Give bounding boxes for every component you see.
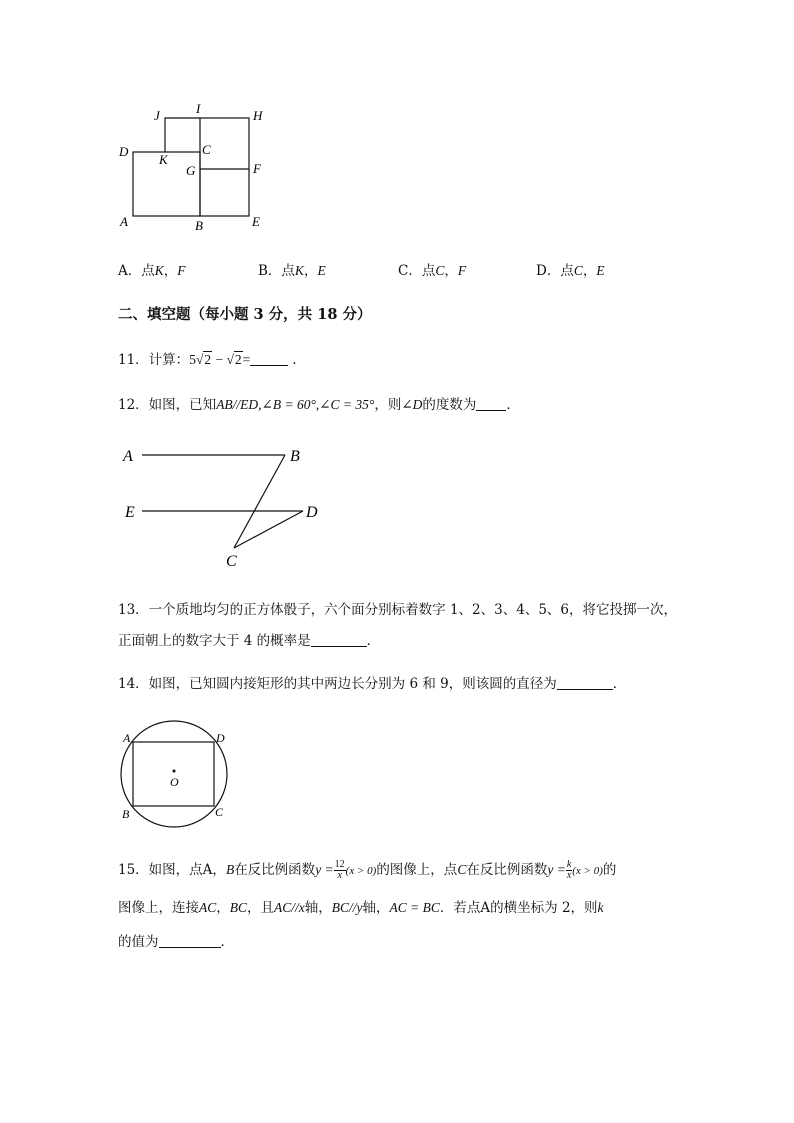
label-h: H (253, 108, 263, 123)
label-o: O (170, 775, 179, 789)
q15-line2c: 轴， (304, 900, 332, 916)
option-a[interactable]: A．点K，F (118, 263, 186, 279)
q15-ac: AC (199, 900, 217, 915)
q15-ac-parallel-x: AC//x (274, 900, 305, 915)
option-d[interactable]: D．点C，E (536, 263, 605, 279)
q11-answer-blank[interactable] (250, 351, 288, 366)
question-15-line1 (118, 860, 616, 881)
option-c-v2: F (457, 263, 467, 278)
label-d: D (119, 144, 129, 159)
q15-fraction-2: $\frac{k}{x}$ (566, 859, 572, 881)
option-c-prefix: C．点 (398, 263, 436, 279)
q15-y1: y = (315, 862, 334, 877)
label-i: I (196, 101, 201, 116)
q15-fraction-1: $\frac{12}{x}$ (334, 859, 345, 881)
segment-kj (165, 118, 200, 152)
circle-o (121, 721, 227, 827)
label-d: D (306, 504, 318, 521)
option-c-v1: C (435, 263, 445, 278)
label-c: C (215, 805, 224, 819)
q15-b: B (225, 862, 235, 877)
q15-cond2: (x > 0) (572, 865, 603, 877)
q15-k: k (597, 900, 604, 915)
q15-bc: BC (229, 900, 248, 915)
q15-answer-blank[interactable] (159, 933, 221, 948)
label-b: B (195, 218, 203, 233)
q12-suffix: 的度数为 (422, 397, 477, 413)
q15-ac-eq-bc: AC = BC (389, 900, 440, 915)
q12-angle: D (412, 397, 423, 412)
figure-circle-rectangle (115, 718, 235, 828)
label-e: E (252, 214, 260, 229)
label-a: A (123, 448, 133, 465)
label-b: B (122, 807, 130, 821)
label-b: B (290, 448, 300, 465)
option-a-prefix: A．点 (118, 263, 155, 279)
q11-prefix: 11．计算： (118, 352, 190, 368)
option-d-v2: E (596, 263, 605, 278)
option-b-v2: E (317, 263, 326, 278)
option-d-v1: C (573, 263, 583, 278)
label-f: F (253, 161, 261, 176)
q15-line2d: 轴， (362, 900, 390, 916)
option-a-v1: K (154, 263, 164, 278)
label-d: D (216, 731, 225, 745)
question-13-line1: 13．一个质地均匀的正方体骰子，六个面分别标着数字 1、2、3、4、5、6，将它投掷一次， (118, 602, 678, 618)
q15-p3: 的图像上，点 (376, 862, 458, 878)
q12-answer-blank[interactable] (476, 396, 506, 411)
q13-answer-blank[interactable] (311, 632, 367, 647)
q11-expression: 5√2 − √2= (189, 352, 251, 367)
q14-answer-blank[interactable] (557, 675, 613, 690)
figure-parallel-lines (115, 440, 335, 575)
q12-mid: ，则∠ (374, 397, 413, 413)
q15-line2a: 图像上，连接 (118, 900, 199, 916)
q12-condition: AB//ED,∠B = 60°,∠C = 35° (216, 397, 375, 412)
label-k: K (159, 152, 168, 167)
center-point (173, 770, 176, 773)
q15-y2: y = (547, 862, 566, 877)
question-15-line3: 的值为 ． (118, 934, 234, 950)
q15-p2: 在反比例函数 (234, 862, 316, 878)
q15-c: C (457, 862, 467, 877)
label-a: A (123, 731, 131, 745)
label-a: A (120, 214, 128, 229)
q15-line2e: ．若点A的横坐标为 2，则 (439, 900, 598, 916)
label-c: C (202, 142, 211, 157)
q15-line2b: ，且 (247, 900, 275, 916)
option-a-v2: F (177, 263, 186, 278)
question-11: 11．计算：5√2 − √2= . (118, 352, 297, 368)
option-b-v1: K (294, 263, 304, 278)
question-14: 14．如图，已知圆内接矩形的其中两边长分别为 6 和 9，则该圆的直径为 ． (118, 676, 627, 692)
question-12: 12．如图，已知AB//ED,∠B = 60°,∠C = 35°，则∠D的度数为 ． (118, 397, 520, 413)
q15-p5: 的 (602, 862, 617, 878)
q13-line2-text: 正面朝上的数字大于 4 的概率是 (118, 633, 311, 649)
q15-bc-parallel-y: BC//y (331, 900, 363, 915)
q15-cond1: (x > 0) (345, 865, 377, 877)
question-15-line2: 图像上，连接AC，BC，且AC//x轴，BC//y轴，AC = BC．若点A的横坐标为 2，则k (118, 900, 604, 916)
q15-p1: 15．如图，点A， (118, 862, 226, 878)
rectangle-ihe (200, 118, 249, 216)
label-j: J (154, 108, 160, 123)
option-b[interactable]: B．点K，E (258, 263, 326, 279)
figure-squares (110, 100, 280, 240)
section-heading: 二、填空题（每小题 3 分，共 18 分） (118, 306, 372, 323)
q12-prefix: 12．如图，已知 (118, 397, 217, 413)
q14-text: 14．如图，已知圆内接矩形的其中两边长分别为 6 和 9，则该圆的直径为 (118, 676, 557, 692)
q15-p4: 在反比例函数 (466, 862, 548, 878)
rectangle-abcd (133, 742, 214, 806)
label-g: G (186, 163, 196, 178)
option-d-prefix: D．点 (536, 263, 574, 279)
label-c: C (226, 553, 237, 570)
option-c[interactable]: C．点C，F (398, 263, 467, 279)
option-b-prefix: B．点 (258, 263, 295, 279)
label-e: E (125, 504, 135, 521)
question-13-line2: 正面朝上的数字大于 4 的概率是 ． (118, 633, 381, 649)
q15-line3: 的值为 (118, 934, 159, 950)
